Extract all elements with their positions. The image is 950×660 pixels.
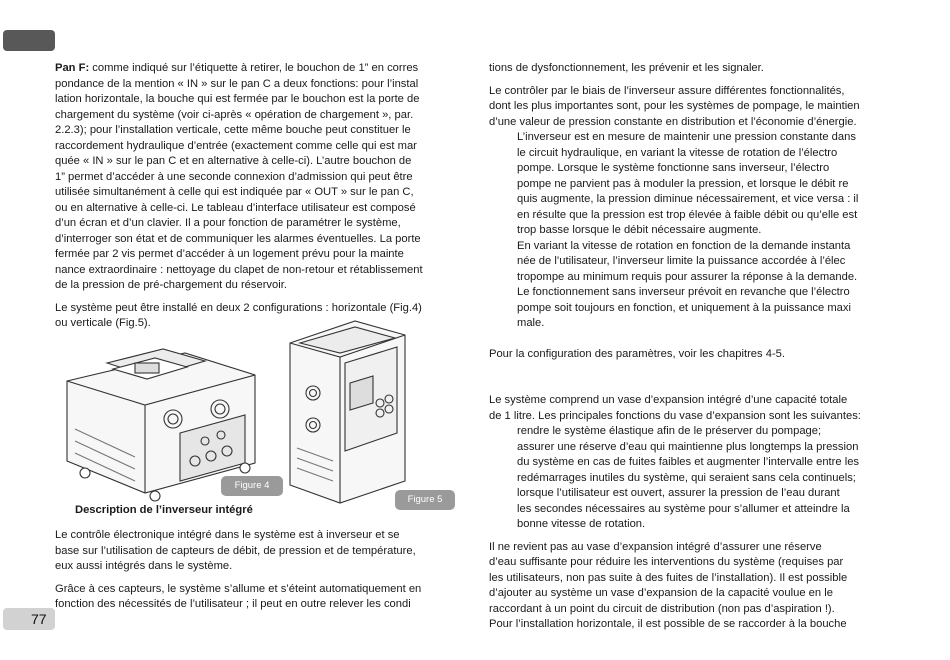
line: de la pression de pré-chargement du réservoir. <box>55 279 287 291</box>
figure-5-label: Figure 5 <box>395 490 455 510</box>
line: Le fonctionnement sans inverseur prévoit en revanche que l’électro <box>517 286 850 298</box>
line: d’un écran et d’un clavier. Il a pour fonction de paramétrer le système, <box>55 217 401 229</box>
line: d’ajouter au système un vase d’expansion de la capacité voulue en le <box>489 587 833 599</box>
line: en résulte que la pression est trop élevée à faible débit ou qu’elle est <box>517 208 858 221</box>
page-number: 77 <box>3 608 55 630</box>
line: L’inverseur est en mesure de maintenir une pression constante dans <box>517 131 856 143</box>
pan-f-label: Pan F: <box>55 62 90 74</box>
line: assurer une réserve d’eau qui maintienne plus longtemps la pression <box>517 440 859 453</box>
inverter-functions-paragraph <box>489 84 896 131</box>
line: eux aussi intégrés dans le système. <box>55 560 233 572</box>
right-column <box>489 61 896 633</box>
line: utilisée simultanément à celle qui est indiquée par « OUT » sur le pan C, <box>55 186 414 198</box>
line: Le contrôler par le biais de l’inverseur assure différentes fonctionnalités, <box>489 84 845 97</box>
expansion-bullets <box>489 424 896 533</box>
line: pondance de la mention « IN » sur le pan C a deux fonctions: pour l’instal <box>55 77 419 90</box>
line: dont les plus importantes sont, pour les systèmes de pompage, le maintien <box>489 100 860 112</box>
language-tab <box>3 30 55 51</box>
expansion-vessel-paragraph <box>489 393 896 424</box>
line: raccordement hydraulique d’entrée (exactement comme celle qui est mar <box>55 139 417 152</box>
pan-f-paragraph <box>55 61 462 294</box>
line: du système en cas de fuites faibles et augmenter l’intervalle entre les <box>517 456 860 468</box>
section-heading-inverter: Description de l’inverseur intégré <box>75 504 253 516</box>
figure-4-label: Figure 4 <box>221 476 283 496</box>
line: les utilisateurs, non pas suite à des fuites de l’installation). Il est possible <box>489 571 848 584</box>
line: bonne vitesse de rotation. <box>517 518 646 530</box>
line: trop basse lorsque le débit nécessaire augmente. <box>517 224 762 236</box>
reserve-paragraph <box>489 540 896 633</box>
line: née de l’utilisateur, l’inverseur limite la puissance accordée à l’élec <box>517 255 846 267</box>
line: fonction des nécessités de l’utilisateur ; il peut en outre relever les condi <box>55 598 411 610</box>
line: comme indiqué sur l’étiquette à retirer, le bouchon de 1” en corres <box>89 62 419 74</box>
line: redémarrages inutiles du système, qui seraient sans cela continuels; <box>517 471 856 484</box>
inverter-bullets <box>489 130 896 332</box>
line: Grâce à ces capteurs, le système s’allume et s’éteint automatiquement en <box>55 582 422 595</box>
line: Il ne revient pas au vase d’expansion intégré d’assurer une réserve <box>489 540 822 553</box>
line: de 1 litre. Les principales fonctions du vase d’expansion sont les suivantes: <box>489 409 861 422</box>
line: raccordant à un point du circuit de distribution (non pas d’aspiration !). <box>489 602 835 615</box>
line: En variant la vitesse de rotation en fonction de la demande instanta <box>517 239 851 252</box>
left-column-bottom <box>55 528 462 613</box>
line: ou en alternative à celle-ci. Le tableau d’interface utilisateur est composé <box>55 201 416 214</box>
line: pompe ne parvient pas à moduler la pression, et lorsque le débit re <box>517 177 849 190</box>
vertical-pump-illustration <box>290 321 405 503</box>
line: d’interroger son état et de communiquer les alarmes éventuelles. La porte <box>55 232 421 245</box>
line: 2.2.3); pour l’installation verticale, cette même bouche peut constituer le <box>55 124 411 136</box>
line: male. <box>517 317 545 329</box>
line: Le système comprend un vase d’expansion intégré d’une capacité totale <box>489 394 848 406</box>
inverter-paragraph <box>55 528 462 575</box>
line: Pour la configuration des paramètres, voir les chapitres 4-5. <box>489 347 785 360</box>
line: Pour l’installation horizontale, il est possible de se raccorder à la bouche <box>489 618 847 630</box>
line: 1” permet d’accéder à une seconde connexion d’admission qui peut être <box>55 170 413 183</box>
line: lorsque l’utilisateur est ouvert, assurer la pression de l’eau durant <box>517 487 840 499</box>
line: les secondes nécessaires au système pour s’allumer et atteindre la <box>517 502 850 515</box>
continuation-paragraph <box>489 61 896 77</box>
parameters-paragraph <box>489 347 896 363</box>
line: Le système peut être installé en deux 2 configurations : horizontale (Fig.4) <box>55 301 422 314</box>
line: d’eau suffisante pour réduire les interventions du système (requises par <box>489 556 844 568</box>
line: lation horizontale, la bouche qui est fermée par le bouchon est la porte de <box>55 93 420 105</box>
figures-area <box>55 313 465 518</box>
sensors-paragraph <box>55 582 462 613</box>
line: d’une valeur de pression constante en distribution et l’économie d’énergie. <box>489 115 857 128</box>
line: chargement du système (voir ci-après « opération de chargement », par. <box>55 108 414 121</box>
line: le circuit hydraulique, en variant la vitesse de rotation de l’électro <box>517 146 838 159</box>
line: pompe. Lorsque le système fonctionne sans inverseur, l’électro <box>517 162 830 174</box>
line: fermée par 2 vis permet d’accéder à un logement prévu pour la mainte <box>55 248 404 260</box>
line: quée « IN » sur le pan C et en alternative à celle-ci). L’autre bouchon de <box>55 155 412 167</box>
line: Le contrôle électronique intégré dans le système est à inverseur et se <box>55 529 400 541</box>
line: quis augmente, la pression diminue nécessairement, et vice versa : il <box>517 193 859 205</box>
line: pompe soit toujours en fonction, et uniquement à la puissance maxi <box>517 301 851 314</box>
line: rendre le système élastique afin de le préserver du pompage; <box>517 425 822 437</box>
line: nance extraordinaire : nettoyage du clapet de non-retour et rétablissement <box>55 263 423 276</box>
line: base sur l’utilisation de capteurs de débit, de pression et de température, <box>55 544 416 557</box>
left-column <box>55 61 462 332</box>
line: tropompe au minimum requis pour assurer la réponse à la demande. <box>517 270 858 283</box>
line: tions de dysfonctionnement, les prévenir et les signaler. <box>489 62 764 74</box>
line: ou verticale (Fig.5). <box>55 317 151 329</box>
